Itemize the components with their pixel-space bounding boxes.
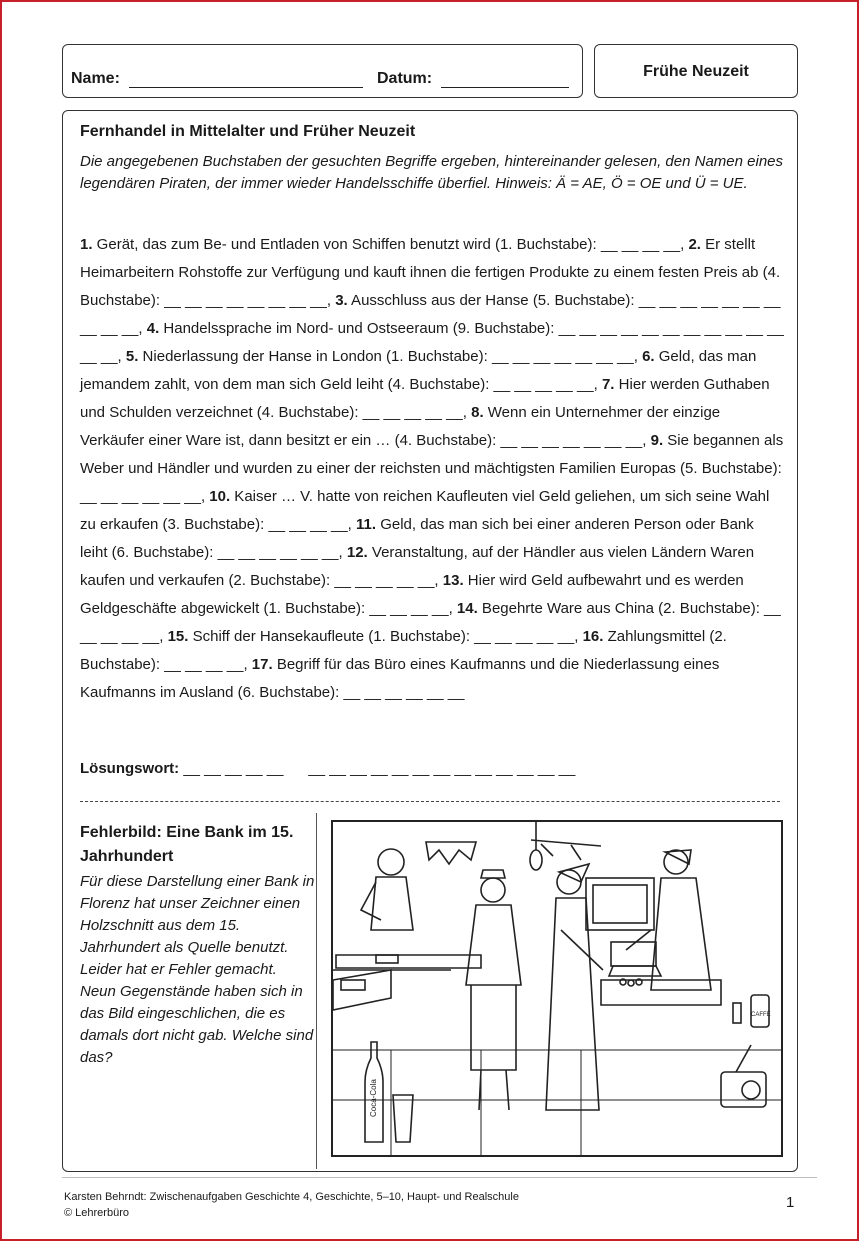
riddle-item-text[interactable]: Ausschluss aus der Hanse (5. Buchstabe): __ __ __ __ __ __ __ __ __ __, (80, 292, 781, 337)
riddle-item-text[interactable]: Kaiser … V. hatte von reichen Kaufleuten viel Geld geliehen, um sich seine Wahl zu erkaufen (3. Buchstabe): __ __ __ __, (80, 488, 770, 533)
riddle-item-text[interactable]: Begehrte Ware aus China (2. Buchstabe): __ __ __ __ __, (80, 600, 781, 645)
topic-label: Frühe Neuzeit (643, 62, 749, 80)
solution-row (80, 760, 575, 777)
footer (64, 1189, 519, 1221)
cola-label: Coca-Cola (369, 1079, 378, 1117)
riddle-item-text[interactable]: Handelssprache im Nord- und Ostseeraum (9. Buchstabe): __ __ __ __ __ __ __ __ __ __ __ __ __, (80, 320, 784, 365)
riddle-item-number: 14. (456, 600, 478, 617)
riddle-item-number: 7. (601, 376, 615, 393)
riddle-item-text[interactable]: Hier werden Guthaben und Schulden verzeichnet (4. Buchstabe): __ __ __ __ __, (80, 376, 770, 421)
riddle-item-number: 8. (471, 404, 484, 421)
footer-credit: Karsten Behrndt: Zwischenaufgaben Geschichte 4, Geschichte, 5–10, Haupt- und Realschule (64, 1191, 519, 1203)
riddle-item-number: 10. (209, 488, 231, 505)
riddle-item-number: 17. (251, 656, 273, 673)
topic-box (594, 44, 798, 98)
riddle-item-text[interactable]: Sie begannen als Weber und Händler und wurden zu einer der reichsten und mächtigsten Familien Europas (5. Buchstabe): __ __ __ __ __ __, (80, 432, 784, 505)
worksheet-intro: Die angegebenen Buchstaben der gesuchten Begriffe ergeben, hintereinander gelesen, den Namen eines legendären Piraten, der immer wieder Handelsschiffe überfiel. Hinweis: Ä = AE, Ö = OE und Ü = UE. (80, 153, 784, 192)
riddle-item-text[interactable]: Geld, das man jemandem zahlt, von dem man sich Geld leiht (4. Buchstabe): __ __ __ __ __, (80, 348, 757, 393)
riddle-item-text[interactable]: Hier wird Geld aufbewahrt und es werden Geldgeschäfte abgewickelt (1. Buchstabe): __ __ __ __, (80, 572, 744, 617)
name-field[interactable] (129, 87, 363, 88)
riddle-item-number: 13. (442, 572, 464, 589)
page-number: 1 (786, 1194, 795, 1211)
bank-illustration (331, 820, 783, 1157)
dashed-divider (80, 801, 780, 802)
riddle-item-text[interactable]: Wenn ein Unternehmer der einzige Verkäufer einer Ware ist, dann besitzt er ein … (4. Buchstabe): __ __ __ __ __ __ __, (80, 404, 721, 449)
solution-blanks[interactable]: __ __ __ __ __ __ __ __ __ __ __ __ __ __ __ __ __ __ (183, 760, 576, 777)
date-label: Datum: (377, 70, 433, 87)
riddle-text (80, 231, 785, 707)
riddle-item-number: 12. (346, 544, 368, 561)
riddle-item-text[interactable]: Veranstaltung, auf der Händler aus vielen Ländern Waren kaufen und verkaufen (2. Buchstabe): __ __ __ __ __, (80, 544, 755, 589)
date-field[interactable] (441, 87, 569, 88)
riddle-item-number: 9. (650, 432, 664, 449)
riddle-item-number: 5. (125, 348, 139, 365)
riddle-item-text[interactable]: Gerät, das zum Be- und Entladen von Schiffen benutzt wird (1. Buchstabe): __ __ __ __, (92, 236, 689, 253)
footer-divider (62, 1177, 817, 1178)
worksheet-title: Fernhandel in Mittelalter und Früher Neuzeit (80, 123, 416, 140)
worksheet-box (62, 110, 798, 1172)
name-date-box (62, 44, 583, 98)
vertical-divider (316, 813, 317, 1169)
riddle-item-text[interactable]: Schiff der Hansekaufleute (1. Buchstabe): __ __ __ __ __, (188, 628, 583, 645)
riddle-item-number: 16. (582, 628, 604, 645)
riddle-item-text[interactable]: Niederlassung der Hanse in London (1. Buchstabe): __ __ __ __ __ __ __, (138, 348, 643, 365)
riddle-item-number: 2. (688, 236, 701, 253)
solution-label: Lösungswort: (80, 760, 180, 777)
fehlerbild-text: Für diese Darstellung einer Bank in Florenz hat unser Zeichner einen Holzschnitt aus dem 15. Jahrhundert als Quelle benutzt. Leider hat er Fehler gemacht. Neun Gegenstände haben sich in das Bild eingeschlichen, die es damals dort nicht gab. Welche sind das? (80, 873, 315, 1066)
riddle-item-number: 4. (146, 320, 160, 337)
riddle-item-number: 1. (80, 236, 93, 253)
name-label: Name: (71, 70, 120, 87)
riddle-item-number: 11. (356, 516, 377, 533)
riddle-item-text[interactable]: Zahlungsmittel (2. Buchstabe): __ __ __ __, (80, 628, 727, 673)
riddle-item-number: 3. (335, 292, 348, 309)
riddle-item-number: 6. (642, 348, 655, 365)
coffee-label: CAFFÈ (751, 1012, 771, 1018)
footer-copyright: © Lehrerbüro (64, 1207, 129, 1219)
riddle-item-text[interactable]: Er stellt Heimarbeitern Rohstoffe zur Verfügung und kauft ihnen die fertigen Produkte zu einem festen Preis ab (4. Buchstabe): __ __ __ __ __ __ __ __, (80, 236, 781, 309)
fehlerbild-title: Fehlerbild: Eine Bank im 15. Jahrhundert (80, 824, 294, 865)
riddle-item-text[interactable]: Begriff für das Büro eines Kaufmanns und die Niederlassung eines Kaufmanns im Ausland (6. Buchstabe): __ __ __ __ __ __ (80, 656, 720, 701)
riddle-item-text[interactable]: Geld, das man sich bei einer anderen Person oder Bank leiht (6. Buchstabe): __ __ __ __ __ __, (80, 516, 754, 561)
riddle-item-number: 15. (167, 628, 189, 645)
